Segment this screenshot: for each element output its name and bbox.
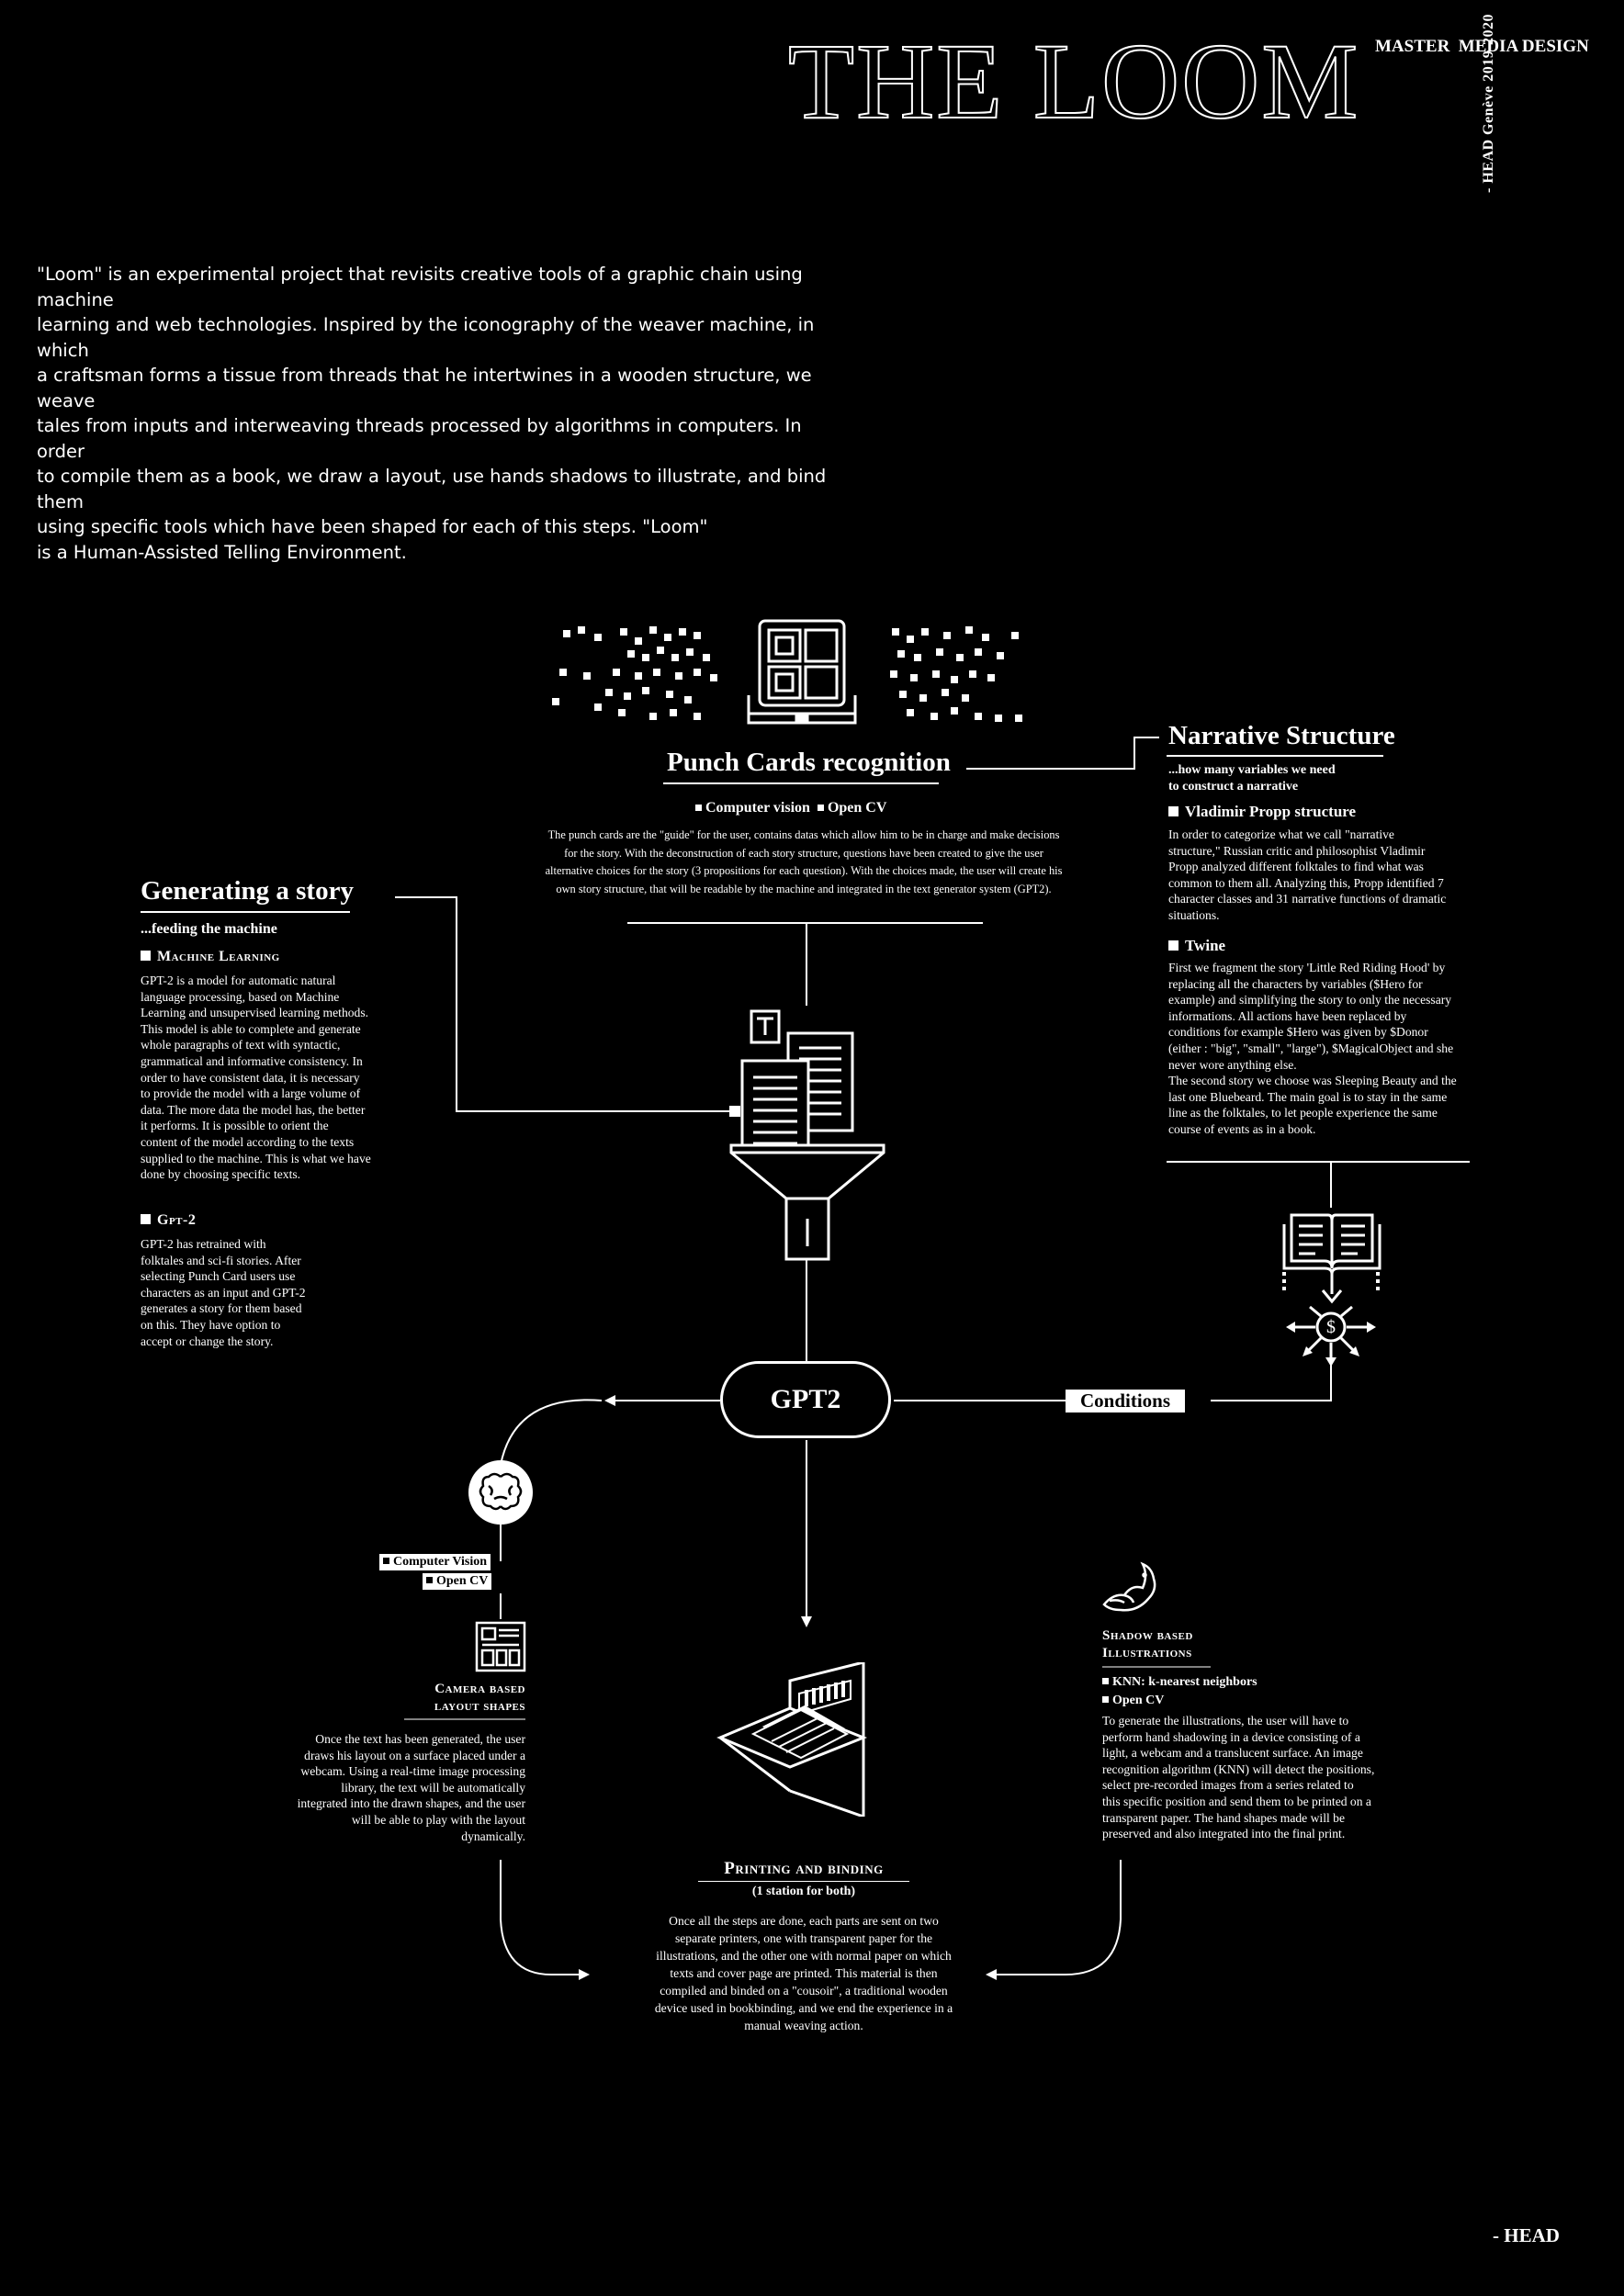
tag-text: Computer Vision (393, 1555, 488, 1569)
body-line: line as the folktales, to let people experience the same (1168, 1106, 1438, 1120)
tag-computer-vision: Computer vision (705, 800, 810, 816)
printing-subtitle: (1 station for both) (751, 1885, 856, 1898)
intro-line: using specific tools which have been shaped for each of this steps. "Loom" (37, 516, 708, 537)
body-line: In order to categorize what we call "narrative (1168, 827, 1394, 841)
bullet-icon (1102, 1678, 1109, 1684)
body-line: situations. (1168, 907, 1220, 922)
intro-line: is a Human-Assisted Telling Environment. (37, 541, 407, 563)
shadow-tag (1102, 1673, 1257, 1692)
printing-underline (698, 1881, 909, 1882)
body-line: will be able to play with the layout (351, 1812, 525, 1827)
intro-line: to compile them as a book, we draw a layout, use hands shadows to illustrate, and bind them (37, 466, 827, 512)
body-line: language processing, based on Machine (141, 989, 340, 1004)
program-label: MASTER MEDIA DESIGN (1375, 37, 1589, 56)
printing-body (606, 1912, 1001, 2034)
intro-line: tales from inputs and interweaving threads processed by algorithms in computers. In order (37, 415, 802, 462)
body-line: This model is able to complete and generate (141, 1021, 361, 1036)
body-line: To generate the illustrations, the user will have to (1102, 1714, 1349, 1728)
printing-title: Printing and binding (724, 1859, 884, 1878)
body-line: content of the model according to the texts (141, 1134, 355, 1149)
body-line: course of events as in a book. (1168, 1121, 1316, 1136)
body-line: last one Bluebeard. The main goal is to stay in the same (1168, 1089, 1448, 1104)
hand-shadow-icon (1100, 1557, 1163, 1619)
camera-tag-open-cv (423, 1573, 491, 1590)
body-line: it performs. It is possible to orient the (141, 1119, 329, 1133)
body-line: grammatical and informative consistency. In (141, 1053, 363, 1068)
body-line: folktales and sci-fi stories. After (141, 1253, 301, 1267)
twine-title-text: Twine (1185, 937, 1226, 954)
body-line: draws his layout on a surface placed under a (304, 1748, 525, 1762)
conditions-label: Conditions (1066, 1390, 1185, 1412)
twine-body (1168, 960, 1490, 1138)
body-line: illustrations, and the other one with normal paper on which (656, 1949, 952, 1963)
body-line: structure," Russian critic and philosophist Vladimir (1168, 843, 1426, 858)
punch-card-scanner-icon (547, 617, 1061, 732)
body-line: supplied to the machine. This is what we have (141, 1151, 371, 1165)
tag-text: KNN: k-nearest neighbors (1112, 1675, 1257, 1689)
narrative-subtitle: ...how many variables we need to construct a narrative (1168, 763, 1336, 793)
body-line: character classes and 31 narrative functions of dramatic (1168, 892, 1447, 906)
body-line: Learning and unsupervised learning methods. (141, 1006, 369, 1020)
camera-title-line: Camera based (434, 1682, 525, 1696)
printer-icon (716, 1662, 900, 1817)
propp-title (1168, 803, 1356, 821)
camera-title-line: layout shapes (434, 1699, 525, 1714)
body-line: common to them all. Analyzing this, Propp identified 7 (1168, 875, 1444, 890)
intro-line: a craftsman forms a tissue from threads that he intertwines in a wooden structure, we weave (37, 365, 812, 411)
gpt2-section-body (141, 1236, 379, 1349)
body-line: perform hand shadowing in a device consisting of a (1102, 1729, 1360, 1744)
body-line: First we fragment the story 'Little Red Riding Hood' by (1168, 961, 1446, 974)
body-line: characters as an input and GPT-2 (141, 1285, 306, 1300)
body-line: generates a story for them based (141, 1301, 302, 1316)
body-line: own story structure, that will be readable by the machine and integrated in the text generator system (GPT2). (556, 882, 1052, 895)
shadow-title-line: Illustrations (1102, 1646, 1192, 1660)
intro-line: learning and web technologies. Inspired by the iconography of the weaver machine, in which (37, 314, 815, 361)
body-line: The punch cards are the "guide" for the user, contains datas which allow him to be in charge and make decisions (547, 828, 1060, 841)
camera-tag-computer-vision (379, 1554, 491, 1570)
intro-line: "Loom" is an experimental project that revisits creative tools of a graphic chain using machine (37, 264, 803, 310)
body-line: on this. They have option to (141, 1317, 281, 1332)
tag-open-cv: Open CV (827, 800, 887, 816)
body-line: order to have consistent data, it is necessary (141, 1070, 360, 1085)
body-line: transparent paper. The hand shapes made will be (1102, 1810, 1345, 1825)
shadow-tag (1102, 1692, 1257, 1710)
body-line: for the story. With the deconstruction of each story structure, questions have been created to give the user (564, 846, 1043, 860)
body-line: texts and cover page are printed. This material is then (670, 1966, 938, 1980)
ml-title-text: Machine Learning (157, 949, 280, 964)
camera-body (250, 1731, 525, 1844)
body-line: separate printers, one with transparent paper for the (674, 1931, 933, 1945)
punch-cards-body (528, 827, 1079, 898)
tag-text: Open CV (436, 1574, 489, 1588)
narrative-underline (1167, 755, 1383, 757)
generating-underline (141, 911, 350, 913)
shadow-title-line: Shadow based (1102, 1628, 1193, 1643)
ml-body (141, 973, 407, 1183)
propp-title-text: Vladimir Propp structure (1185, 803, 1357, 820)
bullet-icon (426, 1577, 433, 1583)
bullet-icon (383, 1558, 389, 1564)
body-line: GPT-2 is a model for automatic natural (141, 974, 336, 987)
body-line: recognition algorithm (KNN) will detect the positions, (1102, 1761, 1375, 1776)
bullet-icon (141, 951, 151, 961)
body-line: (either : "big", "small", "large"), $MagicalObject and she (1168, 1041, 1454, 1055)
body-line: whole paragraphs of text with syntactic, (141, 1038, 341, 1052)
body-line: this specific position and send them to be printed on a (1102, 1794, 1371, 1808)
shadow-title (1102, 1627, 1193, 1662)
tag-text: Open CV (1112, 1694, 1165, 1707)
body-line: select pre-recorded images from a series related to (1102, 1778, 1354, 1793)
gpt2-section-title-text: Gpt-2 (157, 1212, 197, 1228)
generating-subtitle: ...feeding the machine (141, 921, 277, 937)
generating-title: Generating a story (141, 876, 354, 906)
body-line: selecting Punch Card users use (141, 1269, 296, 1284)
body-line: light, a webcam and a translucent surface. An image (1102, 1746, 1363, 1761)
brain-icon (467, 1458, 535, 1526)
body-line: replacing all the characters by variables ($Hero for (1168, 976, 1423, 991)
bullet-icon (141, 1214, 151, 1224)
body-line: example) and simplifying the story to only the necessary (1168, 993, 1452, 1007)
bullet-icon (695, 805, 702, 811)
punch-cards-tags (695, 799, 886, 816)
body-line: data. The more data the model has, the better (141, 1102, 366, 1117)
school-vertical-label: - HEAD Genève 2019-2020 (1481, 13, 1496, 193)
body-line: preserved and also integrated into the final print. (1102, 1827, 1346, 1841)
ml-title (141, 949, 280, 965)
shadow-body (1102, 1713, 1415, 1842)
layout-grid-icon (475, 1621, 526, 1672)
footer-label: - HEAD (1493, 2224, 1560, 2246)
body-line: accept or change the story. (141, 1334, 274, 1348)
page-title: THE LOOM (788, 21, 1360, 141)
body-line: conditions for example $Hero was given by $Donor (1168, 1025, 1428, 1040)
body-line: library, the text will be automatically (341, 1780, 525, 1795)
body-line: Once the text has been generated, the user (315, 1732, 525, 1746)
body-line: never wore anything else. (1168, 1057, 1297, 1072)
intro-paragraph (37, 262, 836, 565)
body-line: alternative choices for the story (3 propositions for each question). With the choices made, the user will create his (545, 864, 1063, 878)
document-funnel-icon (726, 1006, 891, 1263)
body-line: Once all the steps are done, each parts are sent on two (669, 1914, 939, 1928)
body-line: Propp analyzed different folktales to find what was (1168, 860, 1424, 874)
gpt2-section-title (141, 1212, 196, 1229)
body-line: The second story we choose was Sleeping Beauty and the (1168, 1074, 1457, 1088)
svg-text:$: $ (1326, 1317, 1336, 1337)
bullet-icon (1168, 806, 1179, 816)
twine-title (1168, 937, 1225, 955)
bullet-icon (1168, 940, 1179, 951)
body-line: device used in bookbinding, and we end the experience in a (654, 2001, 953, 2015)
punch-cards-underline (663, 782, 939, 784)
body-line: compiled and binded on a "cousoir", a traditional wooden (660, 1984, 948, 1998)
dollar-variable-icon (1273, 1267, 1389, 1368)
body-line: done by choosing specific texts. (141, 1167, 301, 1182)
body-line: to provide the model with a large volume of (141, 1086, 361, 1101)
gpt2-node (720, 1361, 891, 1438)
body-line: webcam. Using a real-time image processing (300, 1764, 525, 1779)
shadow-tags (1102, 1673, 1257, 1710)
body-line: GPT-2 has retrained with (141, 1237, 266, 1251)
gpt2-node-label: GPT2 (770, 1384, 841, 1414)
body-line: informations. All actions have been replaced by (1168, 1008, 1407, 1023)
body-line: dynamically. (461, 1829, 525, 1843)
propp-body (1168, 827, 1490, 924)
punch-cards-title: Punch Cards recognition (667, 748, 951, 777)
camera-title (349, 1681, 525, 1716)
bullet-icon (818, 805, 824, 811)
bullet-icon (1102, 1696, 1109, 1703)
body-line: integrated into the drawn shapes, and the user (297, 1796, 525, 1811)
body-line: manual weaving action. (744, 2019, 863, 2032)
narrative-title: Narrative Structure (1168, 721, 1395, 750)
